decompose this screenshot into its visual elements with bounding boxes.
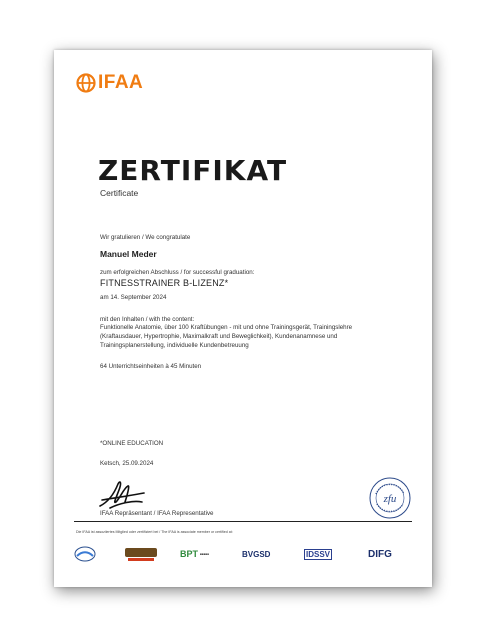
- seal-label: zfu: [383, 493, 397, 505]
- contents-line: (Kraftausdauer, Hypertrophie, Maximalkraft und Beweglichkeit), Kundenanamnese und: [100, 333, 338, 340]
- partner-name: IDSSV: [306, 549, 331, 559]
- partner-logo-bvgsd: [242, 543, 270, 565]
- place-date: Ketsch, 25.09.2024: [100, 460, 154, 467]
- partner-logo-difg: [368, 543, 392, 565]
- membership-note: Die IFAA ist assoziiertes Mitglied oder zertifiziert bei / The IFAA is associate member or certified at:: [76, 530, 233, 534]
- representative-label: IFAA Repräsentant / IFAA Representative: [100, 510, 214, 517]
- partner-logo-bpt: BPT ■■■■■: [180, 549, 210, 559]
- contents-label: mit den Inhalten / with the content:: [100, 316, 195, 323]
- globe-icon: [76, 73, 96, 93]
- hours-text: 64 Unterrichtseinheiten à 45 Minuten: [100, 363, 202, 370]
- signature-image: [98, 478, 146, 510]
- course-date: am 14. September 2024: [100, 294, 167, 301]
- completion-text: zum erfolgreichen Abschluss / for successful graduation:: [100, 269, 255, 276]
- course-title: FITNESSTRAINER B-LIZENZ*: [100, 278, 229, 288]
- partner-name: BPT: [180, 549, 198, 559]
- format-footnote: *ONLINE EDUCATION: [100, 440, 164, 447]
- partner-logo-dssv: [74, 543, 96, 565]
- zfu-seal-icon: [368, 476, 412, 520]
- congrats-text: Wir gratulieren / We congratulate: [100, 234, 191, 241]
- partner-logo-fitness: [124, 543, 158, 565]
- partner-name: DIFG: [368, 548, 392, 560]
- footer-divider: [74, 521, 412, 522]
- partner-name: BVGSD: [242, 549, 271, 559]
- partner-logo-idssv: [304, 543, 332, 565]
- contents-line: Funktionelle Anatomie, über 100 Kraftübungen - mit und ohne Trainingsgerät, Trainingslehre: [100, 324, 353, 331]
- partner-logos: [74, 543, 414, 565]
- certificate-title: ZERTIFIKAT: [98, 154, 288, 187]
- certificate-subtitle: Certificate: [100, 188, 139, 198]
- certificate-sheet: [54, 50, 432, 587]
- recipient-name: Manuel Meder: [100, 249, 157, 259]
- contents-line: Trainingsplanerstellung, individuelle Kundenbetreuung: [100, 342, 249, 349]
- ifaa-logo: [76, 72, 143, 94]
- brand-name: IFAA: [98, 72, 144, 93]
